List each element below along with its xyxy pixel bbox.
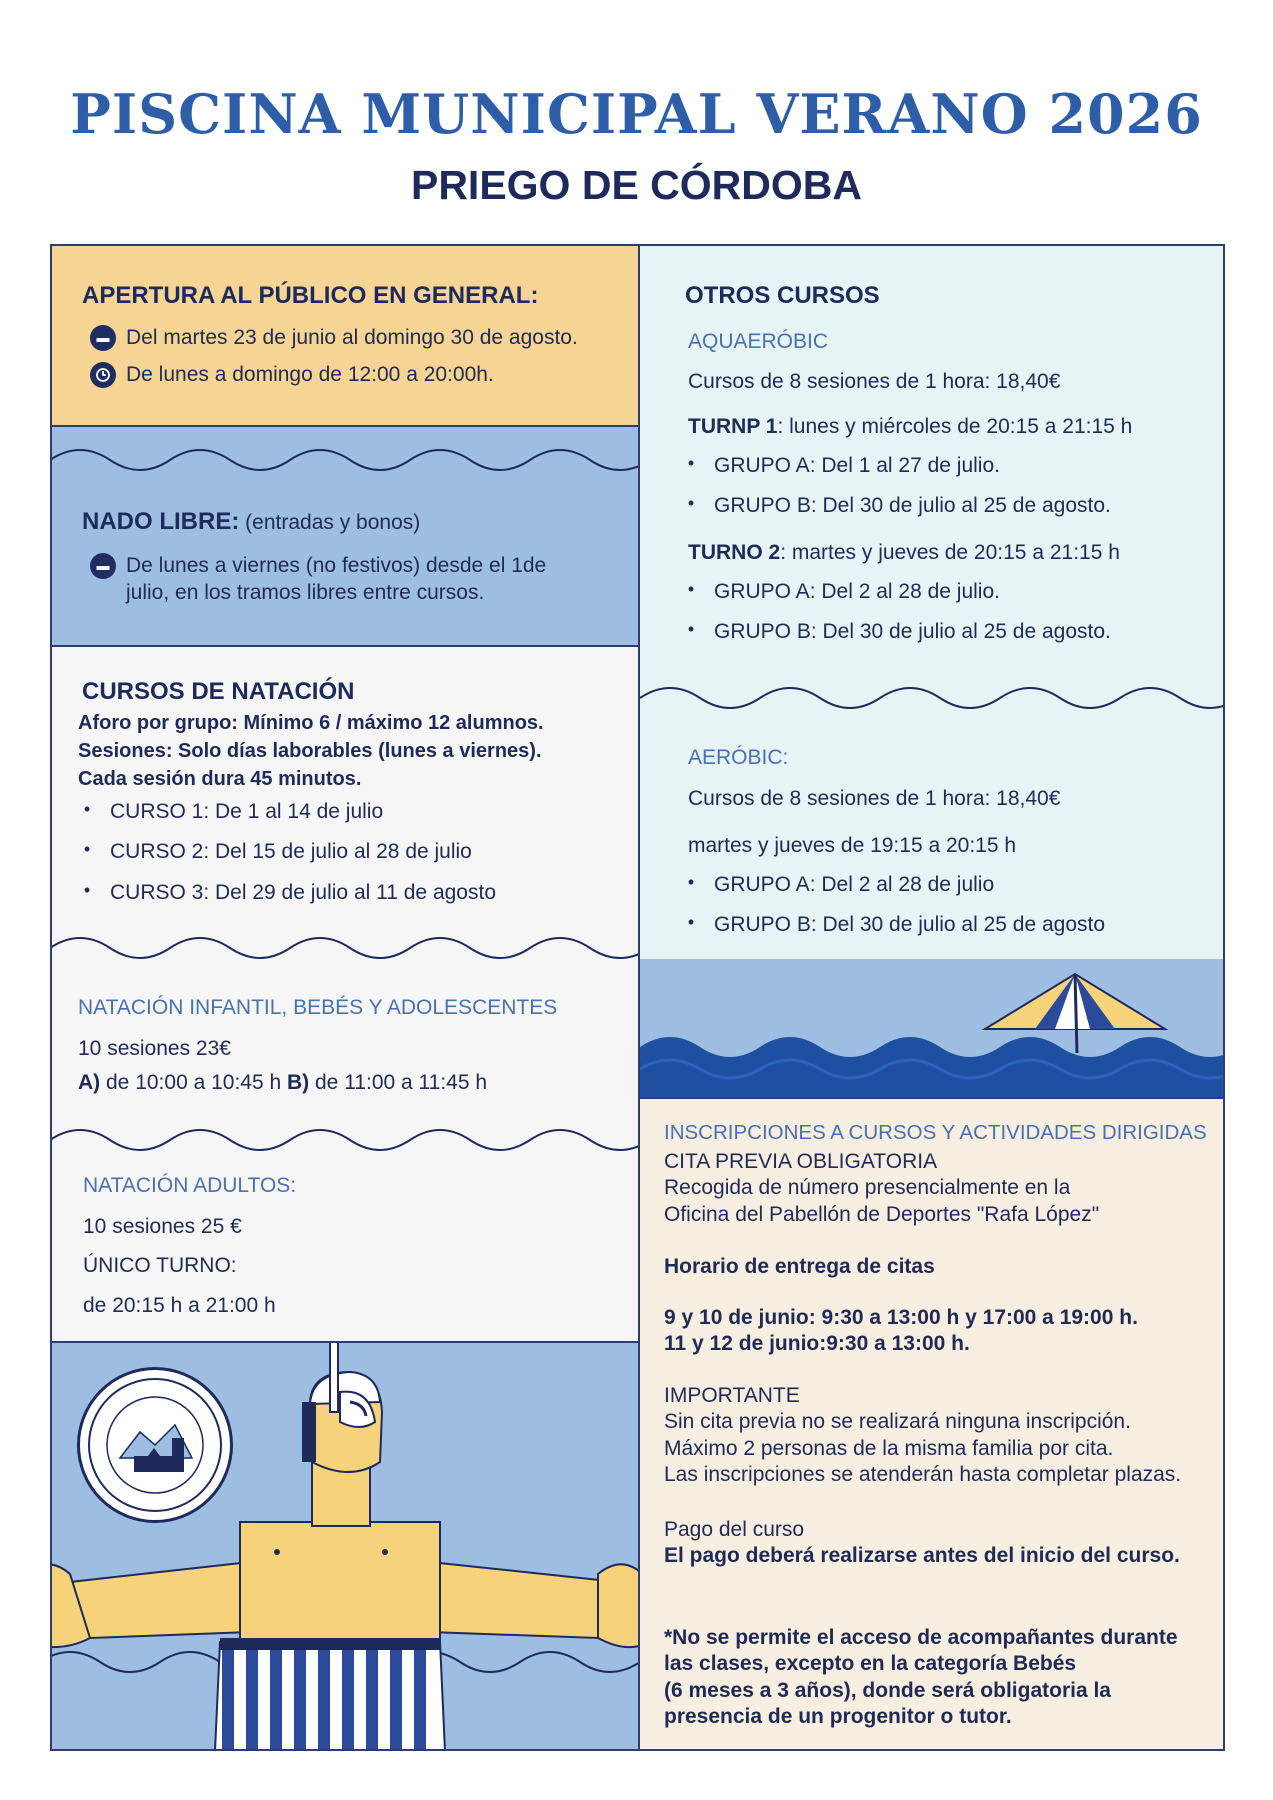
- note-line: *No se permite el acceso de acompañantes durante: [664, 1626, 1178, 1649]
- grupo-label: GRUPO A: Del 2 al 28 de julio.: [714, 580, 1000, 603]
- calendar-icon: ▬: [90, 553, 116, 579]
- list-item: • GRUPO B: Del 30 de julio al 25 de agosto: [678, 911, 1105, 938]
- section-divider: [50, 1341, 639, 1343]
- note-line: presencia de un progenitor o tutor.: [664, 1704, 1012, 1728]
- cita-text: CITA PREVIA OBLIGATORIA: [664, 1150, 938, 1173]
- aero-days: martes y jueves de 19:15 a 20:15 h: [688, 834, 1017, 857]
- importante-title: IMPORTANTE: [664, 1384, 800, 1407]
- list-item: • GRUPO B: Del 30 de julio al 25 de agosto.: [678, 492, 1111, 519]
- adultos-heading: NATACIÓN ADULTOS:: [83, 1174, 297, 1197]
- pago-title: Pago del curso: [664, 1518, 805, 1541]
- pago-text: El pago deberá realizarse antes del inicio del curso.: [664, 1544, 1180, 1568]
- adultos-price: 10 sesiones 25 €: [83, 1215, 242, 1238]
- horario-line: 11 y 12 de junio:9:30 a 13:00 h.: [664, 1332, 970, 1356]
- list-item: • GRUPO A: Del 2 al 28 de julio: [678, 871, 1105, 898]
- apertura-dates: Del martes 23 de junio al domingo 30 de agosto.: [126, 326, 578, 349]
- grupo-label: GRUPO A: Del 2 al 28 de julio: [714, 873, 995, 896]
- aero-title: AERÓBIC:: [688, 746, 789, 769]
- nado-libre-line2: julio, en los tramos libres entre cursos.: [126, 581, 485, 605]
- turno1-label: TURNP 1: [688, 415, 778, 438]
- cursos-rule: Cada sesión dura 45 minutos.: [78, 768, 362, 790]
- cursos-rule: Sesiones: Solo días laborables (lunes a viernes).: [78, 740, 542, 762]
- cursos-rule: Aforo por grupo: Mínimo 6 / máximo 12 alumnos.: [78, 712, 544, 734]
- section-divider: [50, 645, 639, 647]
- section-divider: [639, 1097, 1225, 1099]
- infantil-heading: NATACIÓN INFANTIL, BEBÉS Y ADOLESCENTES: [78, 996, 558, 1019]
- calendar-icon: ▬: [90, 325, 116, 351]
- curso-label: CURSO 2: Del 15 de julio al 28 de julio: [110, 840, 472, 864]
- adultos-time: de 20:15 h a 21:00 h: [83, 1294, 276, 1317]
- grupo-label: GRUPO B: Del 30 de julio al 25 de agosto.: [714, 620, 1111, 644]
- importante-line: Máximo 2 personas de la misma familia por cita.: [664, 1436, 1114, 1460]
- page-subtitle: PRIEGO DE CÓRDOBA: [410, 162, 863, 208]
- inscripciones-heading: INSCRIPCIONES A CURSOS Y ACTIVIDADES DIRIGIDAS: [664, 1121, 1207, 1144]
- column-divider: [638, 244, 640, 1751]
- importante-line: Las inscripciones se atenderán hasta completar plazas.: [664, 1462, 1182, 1486]
- note-line: (6 meses a 3 años), donde será obligatoria la: [664, 1678, 1111, 1702]
- infantil-label-a: A): [78, 1071, 101, 1094]
- list-item: • CURSO 3: Del 29 de julio al 11 de agosto: [74, 879, 496, 906]
- infantil-time-a: de 10:00 a 10:45 h: [100, 1071, 287, 1094]
- grupo-label: GRUPO A: Del 1 al 27 de julio.: [714, 454, 1000, 477]
- apertura-heading: APERTURA AL PÚBLICO EN GENERAL:: [82, 282, 539, 309]
- horario-title: Horario de entrega de citas: [664, 1255, 935, 1278]
- page-title: PISCINA MUNICIPAL VERANO 2026: [70, 82, 1203, 146]
- importante-line: Sin cita previa no se realizará ninguna inscripción.: [664, 1410, 1131, 1434]
- turno1-text: : lunes y miércoles de 20:15 a 21:15 h: [777, 415, 1133, 438]
- adultos-turno: ÚNICO TURNO:: [83, 1254, 237, 1277]
- aero-price: Cursos de 8 sesiones de 1 hora: 18,40€: [688, 787, 1061, 810]
- aqua-title: AQUAERÓBIC: [688, 330, 829, 353]
- turno2-text: : martes y jueves de 20:15 a 21:15 h: [780, 541, 1120, 564]
- note-line: las clases, excepto en la categoría Bebés: [664, 1652, 1077, 1676]
- list-item: • CURSO 2: Del 15 de julio al 28 de julio: [74, 838, 496, 865]
- recogida-text: Recogida de número presencialmente en la: [664, 1176, 1071, 1200]
- list-item: • GRUPO A: Del 1 al 27 de julio.: [678, 452, 1111, 479]
- otros-heading: OTROS CURSOS: [685, 282, 880, 309]
- section-divider: [50, 425, 639, 427]
- list-item: • CURSO 1: De 1 al 14 de julio: [74, 798, 496, 825]
- list-item: • GRUPO B: Del 30 de julio al 25 de agosto.: [678, 618, 1111, 645]
- infantil-time-b: de 11:00 a 11:45 h: [309, 1071, 488, 1094]
- list-item: • GRUPO A: Del 2 al 28 de julio.: [678, 578, 1111, 605]
- nado-libre-heading: NADO LIBRE:: [82, 508, 240, 535]
- turno2-label: TURNO 2: [688, 541, 781, 564]
- infantil-label-b: B): [287, 1071, 310, 1094]
- curso-label: CURSO 1: De 1 al 14 de julio: [110, 800, 384, 823]
- curso-label: CURSO 3: Del 29 de julio al 11 de agosto: [110, 880, 496, 904]
- aqua-price: Cursos de 8 sesiones de 1 hora: 18,40€: [688, 370, 1061, 393]
- nado-libre-line1: De lunes a viernes (no festivos) desde el 1de: [126, 554, 547, 577]
- apertura-hours: De lunes a domingo de 12:00 a 20:00h.: [126, 363, 494, 386]
- nado-libre-note: (entradas y bonos): [245, 511, 421, 534]
- infantil-price: 10 sesiones 23€: [78, 1037, 231, 1060]
- grupo-label: GRUPO B: Del 30 de julio al 25 de agosto: [714, 913, 1106, 937]
- cursos-natacion-heading: CURSOS DE NATACIÓN: [82, 678, 355, 705]
- grupo-label: GRUPO B: Del 30 de julio al 25 de agosto.: [714, 494, 1111, 518]
- recogida-text: Oficina del Pabellón de Deportes "Rafa López": [664, 1202, 1100, 1226]
- horario-line: 9 y 10 de junio: 9:30 a 13:00 h y 17:00 a 19:00 h.: [664, 1306, 1138, 1329]
